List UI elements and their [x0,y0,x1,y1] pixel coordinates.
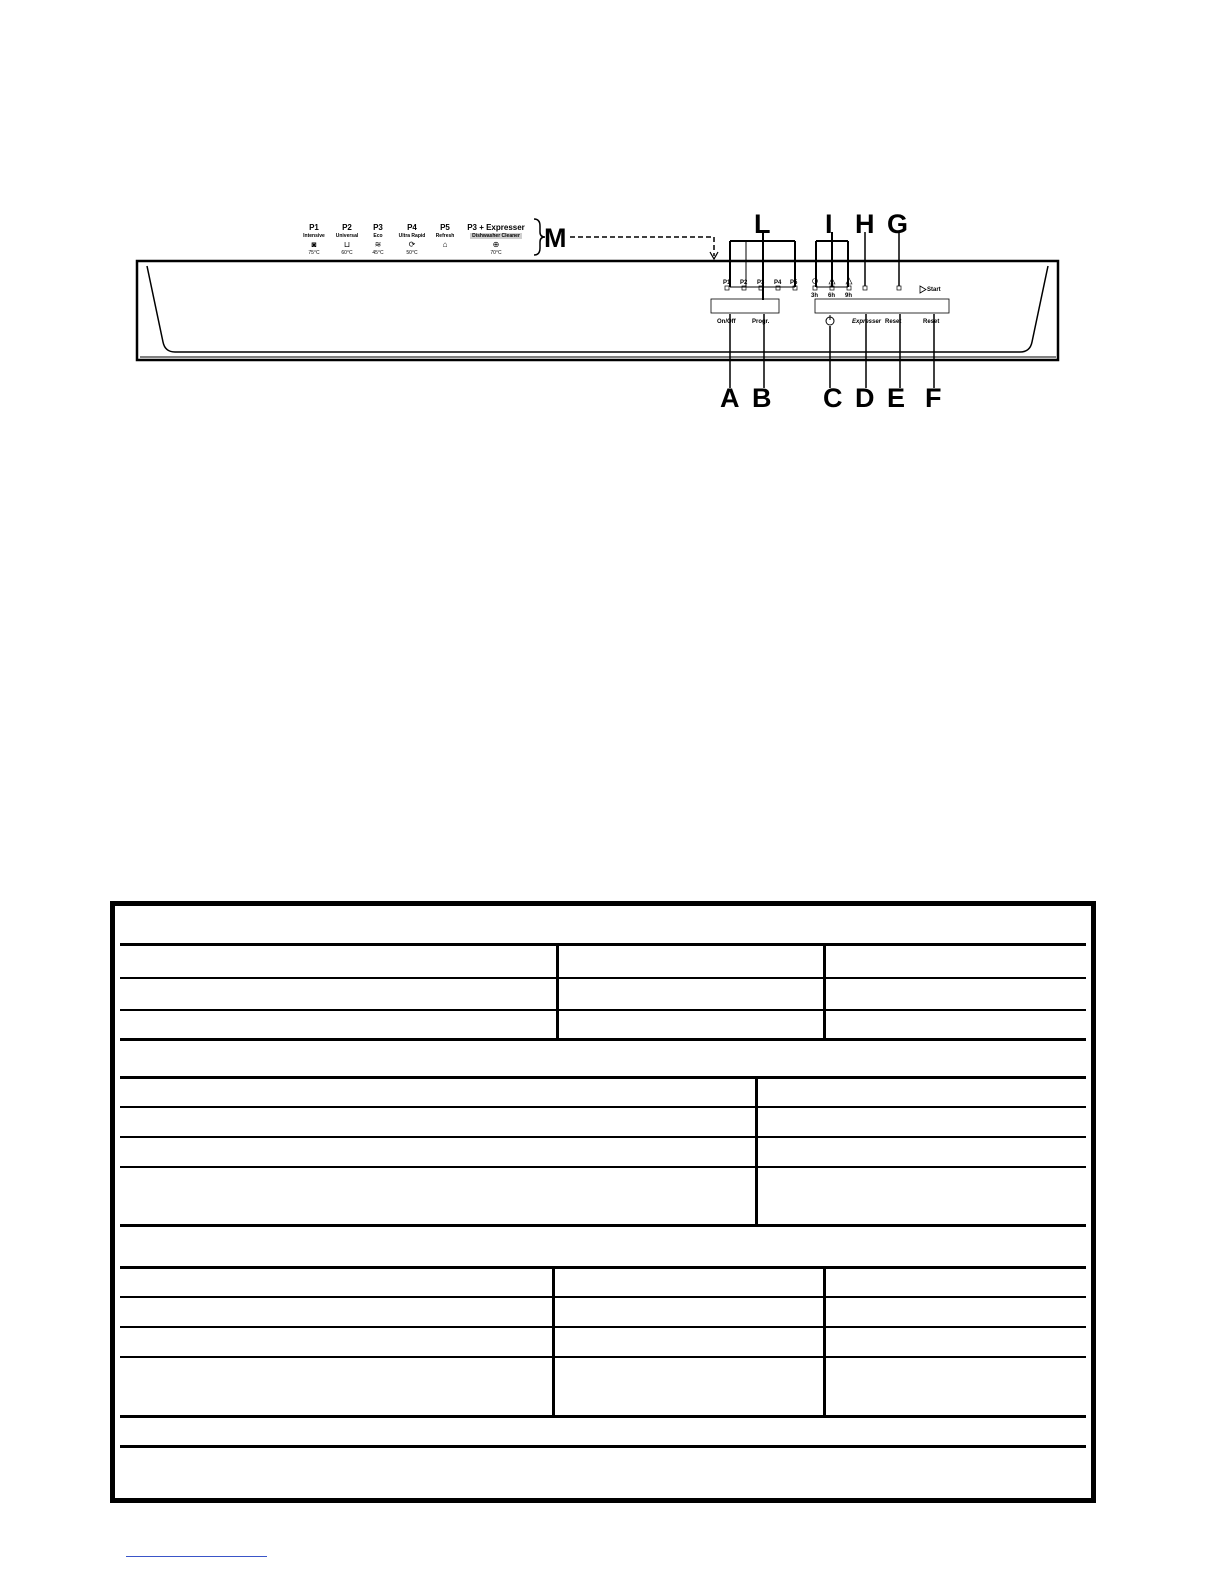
program-cleaner [466,223,526,257]
program-name: P4 [407,223,417,232]
delay-label-3h: 3h [811,293,819,299]
table-rule [120,1356,1086,1358]
program-p4 [395,223,429,257]
program-label: Ultra Rapid [398,233,426,239]
program-temp: 50°C [406,250,418,256]
callout-i: I [825,209,833,239]
program-temp: 60°C [341,250,353,256]
program-label: Intensive [303,233,325,239]
table-rule [120,1009,1086,1011]
table-rule [120,1076,1086,1079]
table-rule [120,1166,1086,1168]
cleaner-icon: ⊕ [492,240,500,249]
table-rule [120,1106,1086,1108]
program-label: Eco [373,233,383,239]
delay-label-9h: 9h [845,293,853,299]
led-g [897,286,901,290]
callout-l: L [754,209,771,239]
eco-icon: ≋ [374,240,382,249]
panel-drawing [0,0,1224,460]
progr-button[interactable]: Progr. [752,319,770,325]
callout-f: F [925,383,942,413]
program-p3 [364,223,392,257]
callout-c: C [823,383,843,413]
callout-e: E [887,383,906,413]
table-rule [120,1224,1086,1227]
callout-m: M [544,223,567,253]
table-col-divider [552,1266,555,1415]
table-col-divider [556,943,559,1038]
display-strip-left [711,299,779,313]
program-label: Refresh [435,233,455,239]
display-strip-right [815,299,949,313]
on-off-button[interactable]: On/Off [717,319,736,325]
table-rule [120,1266,1086,1269]
panel-inner-bezel [147,266,1048,352]
callout-g: G [887,209,909,239]
table-col-divider [755,1076,758,1224]
pot-icon: ◙ [311,240,317,249]
panel-outline [137,261,1058,360]
legend-table [110,901,1096,1503]
table-rule [120,1415,1086,1418]
table-col-divider [823,1266,826,1415]
reset-salt-button[interactable]: Reset [885,319,902,325]
link-underline[interactable] [126,1556,267,1557]
callout-b: B [752,383,772,413]
program-temp: 45°C [372,250,384,256]
reset-button[interactable]: Reset [923,319,940,325]
table-rule [120,1445,1086,1448]
table-rule [120,1326,1086,1328]
cup-icon: ⊔ [343,240,351,249]
indicator-p2: P2 [740,280,748,286]
program-name: P1 [309,223,319,232]
indicator-p4: P4 [774,280,782,286]
control-panel-diagram [0,0,1224,460]
program-temp: 75°C [308,250,320,256]
program-name: P3 [373,223,383,232]
table-col-divider [823,943,826,1038]
rapid-icon: ⟳ [408,240,416,249]
program-temp: 70°C [490,250,502,256]
program-p1 [298,223,330,257]
program-label: Universal [335,233,359,239]
refresh-icon: ⌂ [442,240,448,249]
table-rule [120,1038,1086,1041]
delay-label-6h: 6h [828,293,836,299]
table-rule [120,1136,1086,1138]
callout-d: D [855,383,875,413]
start-label: Start [927,287,941,293]
callout-arrow-m [570,237,714,256]
start-triangle-icon [920,286,926,293]
indicator-p1: P1 [723,280,731,286]
table-rule [120,943,1086,946]
callout-h: H [855,209,875,239]
expresser-button[interactable]: Expresser [852,319,882,325]
program-label: Dishwasher Cleaner [472,233,520,239]
program-p2 [331,223,363,257]
indicator-p5: P5 [790,280,798,286]
indicator-p3: P3 [757,280,765,286]
callout-a: A [720,383,740,413]
program-name: P2 [342,223,352,232]
table-rule [120,977,1086,979]
program-name: P3 + Expresser [467,223,525,232]
table-rule [120,1296,1086,1298]
program-p5 [432,223,458,250]
program-name: P5 [440,223,450,232]
led-h [863,286,867,290]
